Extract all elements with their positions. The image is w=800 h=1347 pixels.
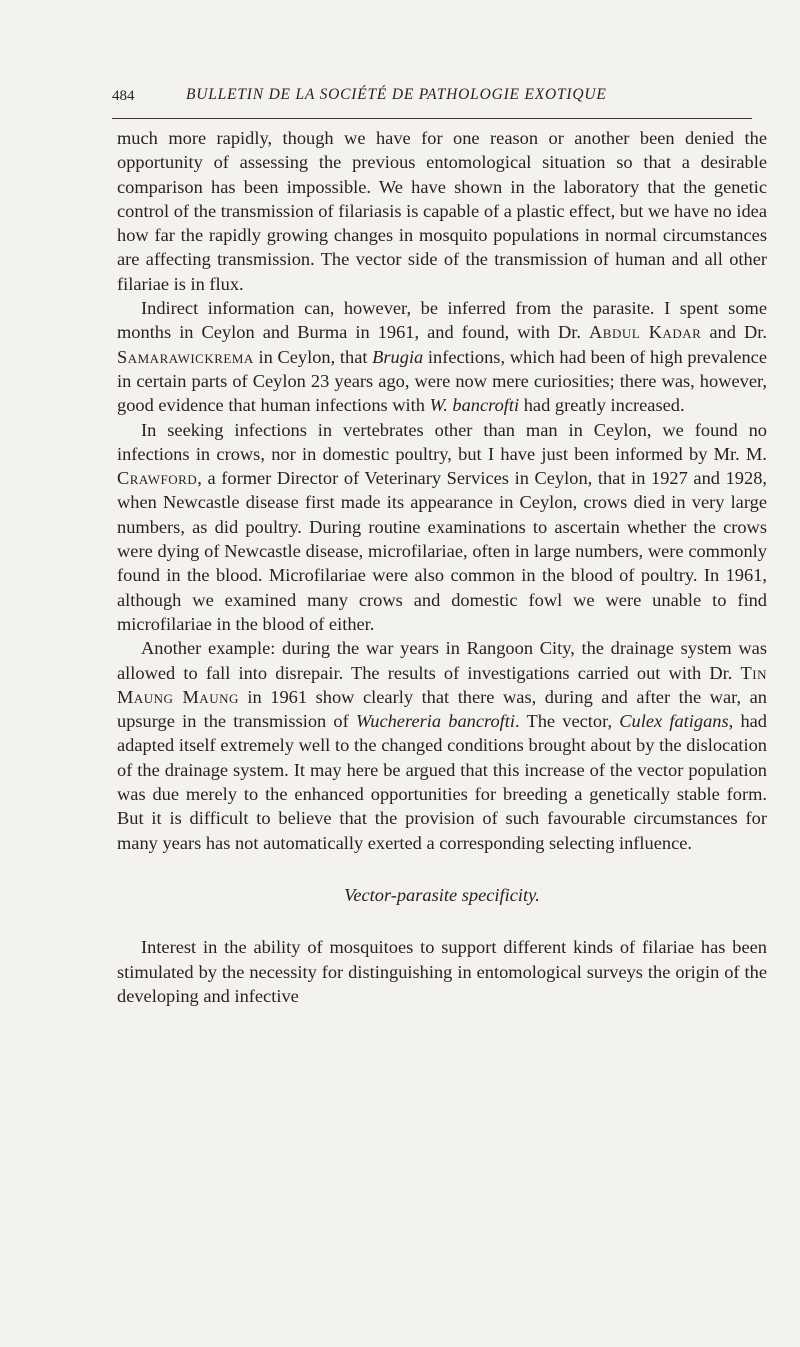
p4-text-d: , had adapted itself extremely well to the changed conditions brought about by the dislocation of the drainage system. It may here be argued that this increase of the vector population was due merely to the enhanced opportunities for breeding a genetically stable form. But it is difficult to believe that the provision of such favourable circumstances for many years has not automatically exerted a corresponding selecting influence. [117, 711, 768, 853]
p2-text-e: had greatly increased. [519, 395, 685, 416]
p2-text-b: and Dr. [701, 322, 767, 343]
author-name-tin-maung-maung: Tin Maung Maung [117, 662, 767, 707]
body-text [117, 126, 767, 1008]
running-title: BULLETIN DE LA SOCIÉTÉ DE PATHOLOGIE EXOTIQUE [186, 86, 607, 103]
species-wuchereria-bancrofti: Wuchereria bancrofti [355, 711, 516, 732]
page-header [112, 84, 752, 114]
species-culex-fatigans: Culex fatigans [619, 711, 729, 732]
paragraph-2 [117, 296, 767, 417]
p4-text-c: . The vector, [515, 711, 620, 732]
author-name-samarawickrema: Samarawickrema [117, 346, 254, 367]
section-heading: Vector-parasite specificity. [344, 884, 540, 905]
paragraph-5: Interest in the ability of mosquitoes to support different kinds of filariae has been stimulated by the necessity for distinguishing in entomological surveys the origin of the developing and infective [117, 937, 767, 1006]
paragraph-3 [117, 418, 767, 637]
paragraph-4 [117, 636, 767, 855]
author-name-crawford: Crawford [117, 468, 198, 489]
p2-text-d: infections, which had been of high prevalence in certain parts of Ceylon 23 years ago, were now mere curiosities; there was, however, good evidence that human infections with [117, 346, 767, 416]
p2-text-c: in Ceylon, that [253, 346, 373, 367]
genus-brugia: Brugia [372, 346, 424, 367]
p2-text-a: Indirect information can, however, be inferred from the parasite. I spent some months in Ceylon and Burma in 1961, and found, with Dr. [117, 298, 767, 343]
paragraph-1: much more rapidly, though we have for one reason or another been denied the opportunity of assessing the previous entomological situation so that a desirable comparison has been impossible. We have shown in the laboratory that the genetic control of the transmission of filariasis is capable of a plastic effect, but we have no idea how far the rapidly growing changes in mosquito populations in normal circumstances are affecting transmission. The vector side of the transmission of human and all other filariae is in flux. [117, 128, 767, 294]
p3-text-a: In seeking infections in vertebrates other than man in Ceylon, we found no infections in crows, nor in domestic poultry, but I have just been informed by Mr. M. [117, 419, 767, 464]
header-rule [112, 118, 752, 119]
p4-text-a: Another example: during the war years in Rangoon City, the drainage system was allowed to fall into disrepair. The results of investigations carried out with Dr. [117, 638, 767, 683]
p4-text-b: in 1961 show clearly that there was, during and after the war, an upsurge in the transmission of [117, 686, 767, 732]
p3-text-b: , a former Director of Veterinary Services in Ceylon, that in 1927 and 1928, when Newcastle disease first made its appearance in Ceylon, crows died in very large numbers, as did poultry. During routine examinations to ascertain whether the crows were dying of Newcastle disease, microfilariae, often in large numbers, were commonly found in the blood. Microfilariae were also common in the blood of poultry. In 1961, although we examined many crows and domestic fowl we were unable to find microfilariae in the blood of either. [117, 468, 767, 634]
page-number: 484 [112, 88, 135, 104]
species-w-bancrofti: W. bancrofti [429, 395, 520, 416]
author-name-kadar: Abdul Kadar [589, 322, 702, 343]
